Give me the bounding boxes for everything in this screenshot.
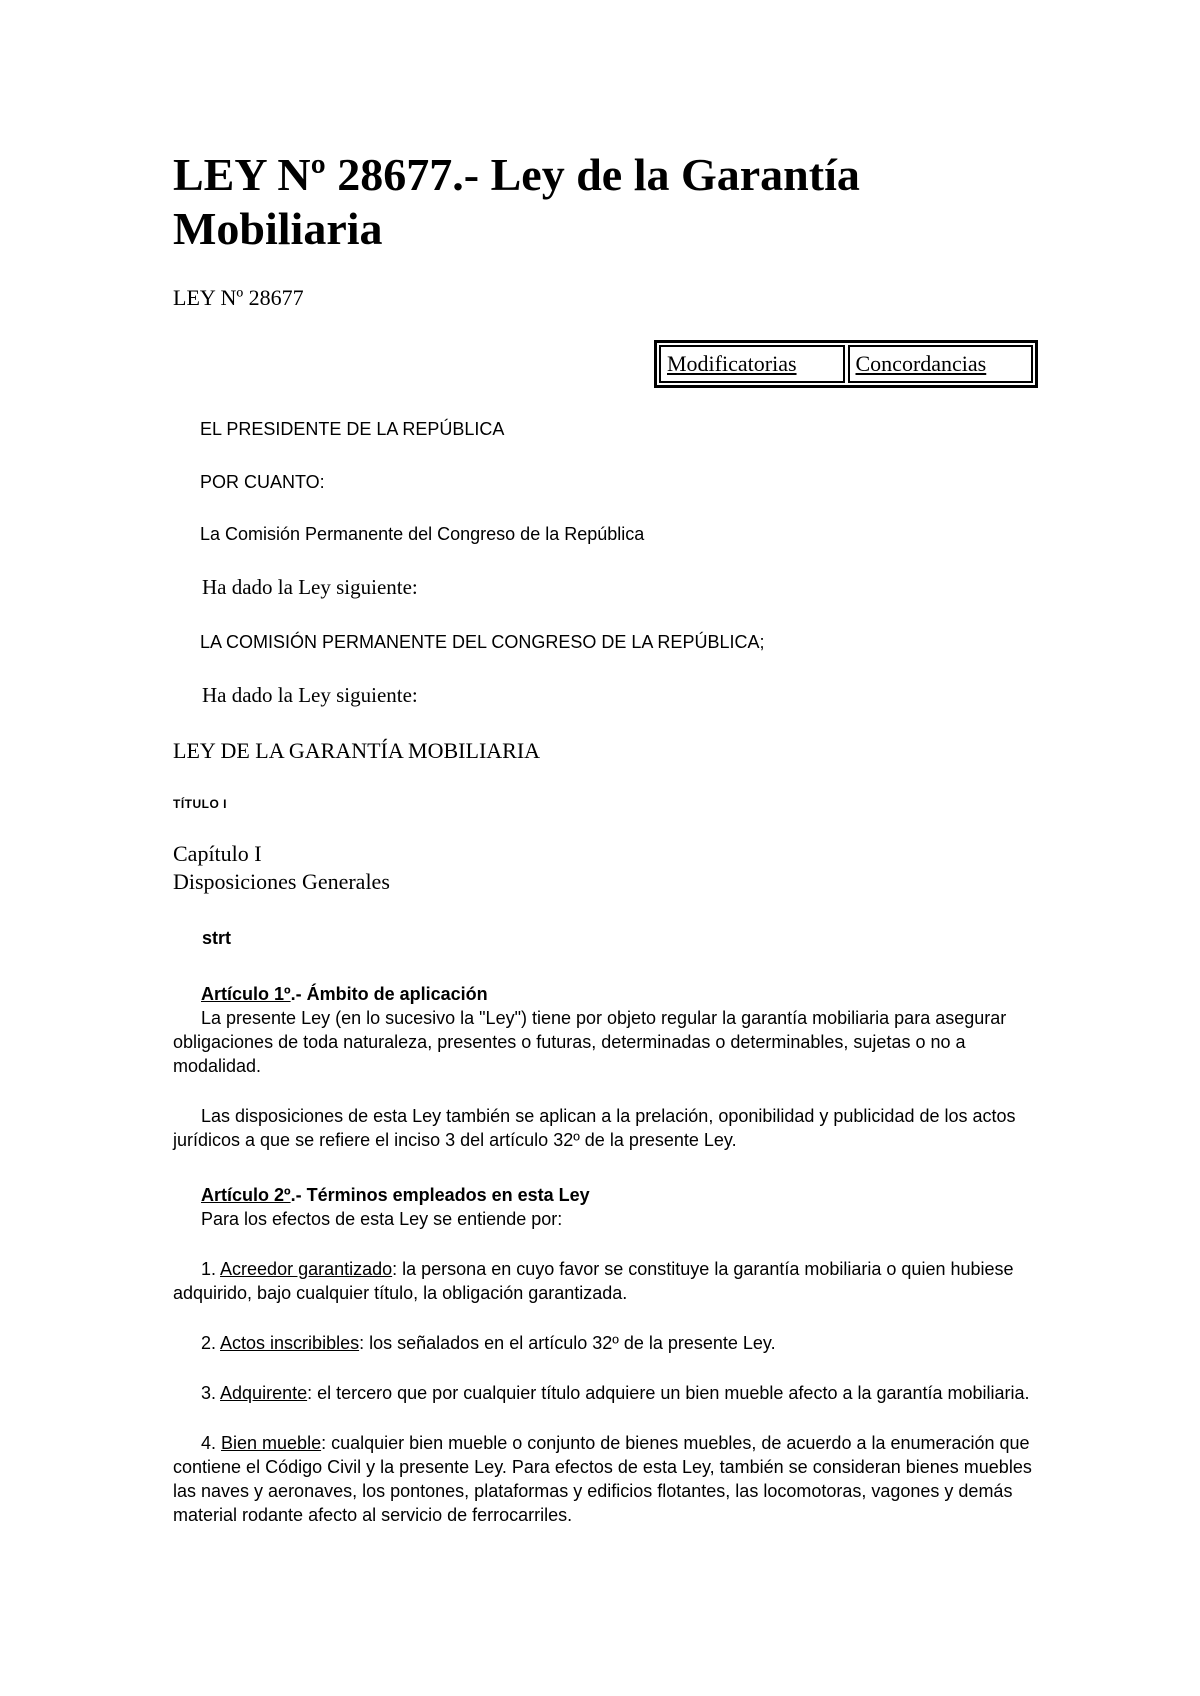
definition-text: : la persona en cuyo favor se constituye la garantía mobiliaria o quien hubiese adquirido, bajo cualquier título, la obligación garantizada. (173, 1259, 1014, 1303)
preamble-ha-dado-2: Ha dado la Ley siguiente: (202, 683, 418, 707)
articulo-1-heading (173, 982, 1043, 1006)
law-name: LEY DE LA GARANTÍA MOBILIARIA (173, 738, 541, 763)
strt-marker: strt (202, 928, 232, 948)
definition-number: 2. (201, 1333, 221, 1353)
modificatorias-link[interactable]: Modificatorias (667, 351, 797, 376)
modificatorias-cell (659, 345, 845, 383)
articulo-2-heading (173, 1183, 1043, 1207)
capitulo-heading: Capítulo I (173, 841, 262, 866)
definition-term: Acreedor garantizado (220, 1259, 393, 1279)
definition-item (173, 1431, 1043, 1527)
articulo-1 (173, 982, 1043, 1152)
definition-text: : el tercero que por cualquier título adquiere un bien mueble afecto a la garantía mobiliaria. (307, 1383, 1030, 1403)
articulo-1-p2: Las disposiciones de esta Ley también se aplican a la prelación, oponibilidad y publicidad de los actos jurídicos a que se refiere el inciso 3 del artículo 32º de la presente Ley. (173, 1106, 1016, 1150)
articulo-1-label[interactable]: Artículo 1º (201, 984, 291, 1004)
preamble-comision: La Comisión Permanente del Congreso de la República (200, 524, 645, 544)
articulo-2-label[interactable]: Artículo 2º (201, 1185, 291, 1205)
articulo-1-title: .- Ámbito de aplicación (290, 984, 488, 1004)
definition-number: 1. (201, 1259, 221, 1279)
definition-term: Actos inscribibles (220, 1333, 360, 1353)
definition-number: 4. (201, 1433, 222, 1453)
preamble-comision-caps: LA COMISIÓN PERMANENTE DEL CONGRESO DE LA REPÚBLICA; (200, 632, 765, 652)
definition-term: Bien mueble (221, 1433, 322, 1453)
capitulo-name: Disposiciones Generales (173, 869, 390, 894)
definition-item (173, 1257, 1043, 1305)
links-table (654, 340, 1038, 388)
law-number: LEY Nº 28677 (173, 285, 304, 310)
articulo-2-intro: Para los efectos de esta Ley se entiende por: (201, 1209, 563, 1229)
concordancias-link[interactable]: Concordancias (855, 351, 987, 376)
definition-text: : cualquier bien mueble o conjunto de bienes muebles, de acuerdo a la enumeración que contiene el Código Civil y la presente Ley. Para efectos de esta Ley, también se consideran bienes muebles las naves y aeronaves, los pontones, plataformas y edificios flotantes, las locomotoras, vagones y demás material rodante afecto al servicio de ferrocarriles. (173, 1433, 1032, 1525)
preamble-ha-dado-1: Ha dado la Ley siguiente: (202, 575, 418, 599)
definition-term: Adquirente (220, 1383, 308, 1403)
definition-text: : los señalados en el artículo 32º de la presente Ley. (359, 1333, 776, 1353)
definition-item (173, 1381, 1043, 1405)
preamble-presidente: EL PRESIDENTE DE LA REPÚBLICA (200, 419, 505, 439)
articulo-1-p1: La presente Ley (en lo sucesivo la "Ley") tiene por objeto regular la garantía mobiliaria para asegurar obligaciones de toda naturaleza, presentes o futuras, determinadas o determinables, sujetas o no a modalidad. (173, 1008, 1007, 1076)
titulo-heading: TÍTULO I (173, 797, 227, 811)
definition-number: 3. (201, 1383, 221, 1403)
preamble-por-cuanto: POR CUANTO: (200, 472, 325, 492)
articulo-2-title: .- Términos empleados en esta Ley (290, 1185, 590, 1205)
articulo-2 (173, 1183, 1043, 1527)
document-title: LEY Nº 28677.- Ley de la Garantía Mobiliaria (173, 149, 860, 254)
definition-item (173, 1331, 1043, 1355)
concordancias-cell (848, 345, 1034, 383)
